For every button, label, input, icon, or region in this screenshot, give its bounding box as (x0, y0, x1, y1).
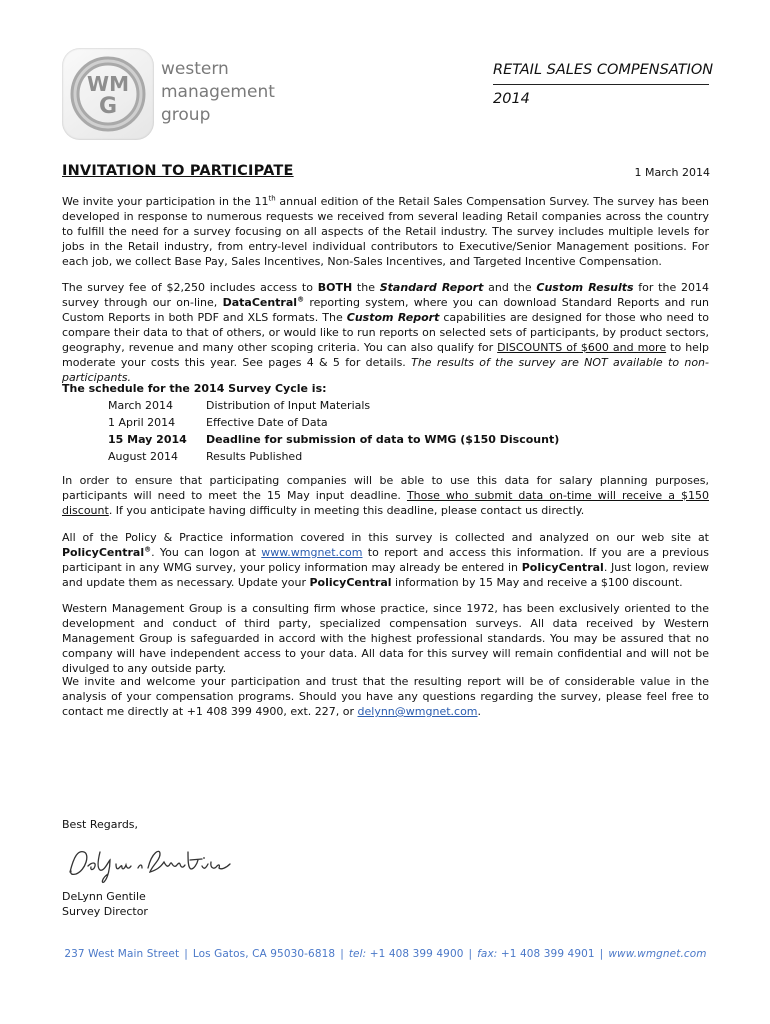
registered-mark: ® (144, 545, 152, 554)
closing-salutation: Best Regards, (62, 818, 139, 831)
handwritten-signature (64, 838, 244, 886)
schedule-date: 15 May 2014 (108, 433, 187, 446)
emphasis-custom-report: Custom Report (346, 311, 440, 324)
wmg-emblem (62, 48, 154, 140)
paragraph-about-wmg (62, 601, 709, 676)
text-segment: reporting system, where you can download Standard Reports and run Custom Reports in both PDF and XLS formats. The (62, 296, 709, 324)
schedule-event: Distribution of Input Materials (206, 399, 371, 412)
emphasis-discounts: DISCOUNTS of $600 and more (497, 341, 667, 354)
text-segment: to report and access this information. If you are a previous participant in any WMG survey, your policy information may already be entered in (62, 546, 709, 574)
schedule-event: Results Published (206, 450, 303, 463)
schedule-table (108, 397, 559, 465)
signer-title: Survey Director (62, 905, 148, 918)
paragraph-policycentral (62, 530, 709, 590)
emphasis-both: BOTH (317, 281, 353, 294)
email-link[interactable]: delynn@wmgnet.com (357, 705, 478, 718)
footer-separator: | (599, 948, 604, 960)
text-segment: information by 15 May and receive a $100 discount. (391, 576, 683, 589)
letterhead-footer (62, 948, 709, 960)
emphasis-standard-report: Standard Report (379, 281, 484, 294)
text-segment: The survey fee of $2,250 includes access to (62, 281, 318, 294)
title-year: 2014 (493, 91, 530, 107)
emphasis-datacentral: DataCentral (222, 296, 298, 309)
registered-mark: ® (297, 295, 305, 304)
footer-tel-label: tel: (348, 948, 367, 960)
text-segment: . (477, 705, 482, 718)
text-segment: We invite and welcome your participation and trust that the resulting report will be of considerable value in the analysis of your compensation programs. Should you have any questions regarding the survey, please feel free to contact me directly at +1 408 399 4900, ext. 227, or (62, 675, 709, 718)
text-segment: All of the Policy & Practice information covered in this survey is collected and analyzed on our web site at (62, 531, 709, 544)
page-heading: INVITATION TO PARTICIPATE (62, 163, 294, 179)
emphasis-policycentral: PolicyCentral (521, 561, 604, 574)
footer-fax: +1 408 399 4901 (497, 948, 595, 960)
logo-wordmark (161, 58, 275, 127)
title-survey-name: RETAIL SALES COMPENSATION (493, 60, 709, 85)
paragraph-deadline (62, 473, 709, 518)
document-title (493, 60, 714, 109)
schedule-title: The schedule for the 2014 Survey Cycle is: (62, 382, 327, 395)
paragraph-fee (62, 280, 709, 385)
logo-line-group: group (161, 105, 211, 125)
monogram-wm: WM (87, 72, 129, 96)
text-segment: . Just logon, review and update them as necessary. Update your (62, 561, 710, 589)
emphasis-policycentral: PolicyCentral (62, 546, 145, 559)
emphasis-discount-note: Those who submit data on-time will receive a $150 discount (62, 489, 709, 517)
signer-name: DeLynn Gentile (62, 890, 146, 903)
footer-city: Los Gatos, CA 95030-6818 (192, 948, 336, 960)
text-segment: capabilities are designed for those who need to compare their data to that of others, or would like to run reports on selected sets of participants, by product sectors, geography, revenue and many other scoping criteria. You can also qualify for (62, 311, 709, 354)
footer-separator: | (340, 948, 344, 960)
text-segment: . You can logon at (151, 546, 262, 559)
text-segment: for the 2014 survey through our on-line, (62, 281, 709, 309)
text-segment: and the (483, 281, 537, 294)
text-segment: We invite your participation in the 11 (62, 195, 269, 208)
letter-date: 1 March 2014 (634, 166, 710, 179)
superscript: th (268, 194, 276, 203)
text-segment: annual edition of the Retail Sales Compensation Survey. The survey has been developed in response to numerous requests we received from several leading Retail companies across the country to fulfill the need for a survey focusing on all aspects of the Retail industry. The survey includes multiple levels for jobs in the Retail industry, from entry-level individual contributors to Executive/Senior Management positions. For each job, we collect Base Pay, Sales Incentives, Non-Sales Incentives, and Targeted Incentive Compensation. (62, 195, 709, 268)
footer-separator: | (184, 948, 188, 960)
text-segment: Western Management Group is a consulting firm whose practice, since 1972, has been exclusively oriented to the development and conduct of third party, specialized compensation surveys. All data received by Western Management Group is safeguarded in accord with the highest professional standards. You may be assured that no company will have independent access to your data. All data for this survey will remain confidential and will not be divulged to any outside party. (62, 602, 709, 675)
paragraph-contact (62, 674, 709, 719)
emphasis-results-note: The results of the survey are NOT available to non-participants. (62, 356, 709, 384)
website-link[interactable]: www.wmgnet.com (261, 546, 363, 559)
schedule-event: Deadline for submission of data to WMG ($150 Discount) (206, 433, 560, 446)
footer-separator: | (468, 948, 473, 960)
paragraph-intro (62, 194, 709, 269)
footer-website-link[interactable]: www.wmgnet.com (608, 948, 707, 960)
footer-tel: +1 408 399 4900 (366, 948, 464, 960)
company-logo (62, 48, 302, 148)
text-segment: . If you anticipate having difficulty in meeting this deadline, please contact us directly. (108, 504, 585, 517)
schedule-date: 1 April 2014 (108, 416, 176, 429)
schedule-row (108, 414, 559, 431)
logo-line-management: management (161, 82, 275, 102)
schedule-row (108, 448, 559, 465)
schedule-event: Effective Date of Data (206, 416, 328, 429)
emphasis-policycentral: PolicyCentral (309, 576, 392, 589)
text-segment: the (352, 281, 380, 294)
logo-line-western: western (161, 59, 229, 79)
footer-fax-label: fax: (477, 948, 498, 960)
schedule-row-deadline (108, 431, 559, 448)
text-segment: In order to ensure that participating companies will be able to use this data for salary planning purposes, participants will need to meet the 15 May input deadline. (62, 474, 709, 502)
wmg-monogram-icon (66, 52, 150, 136)
schedule-row (108, 397, 559, 414)
monogram-g: G (98, 94, 118, 119)
footer-address: 237 West Main Street (64, 948, 180, 960)
schedule-date: March 2014 (108, 399, 174, 412)
emphasis-custom-results: Custom Results (536, 281, 634, 294)
text-segment: to help moderate your costs this year. See pages 4 & 5 for details. (62, 341, 709, 369)
schedule-date: August 2014 (108, 450, 178, 463)
